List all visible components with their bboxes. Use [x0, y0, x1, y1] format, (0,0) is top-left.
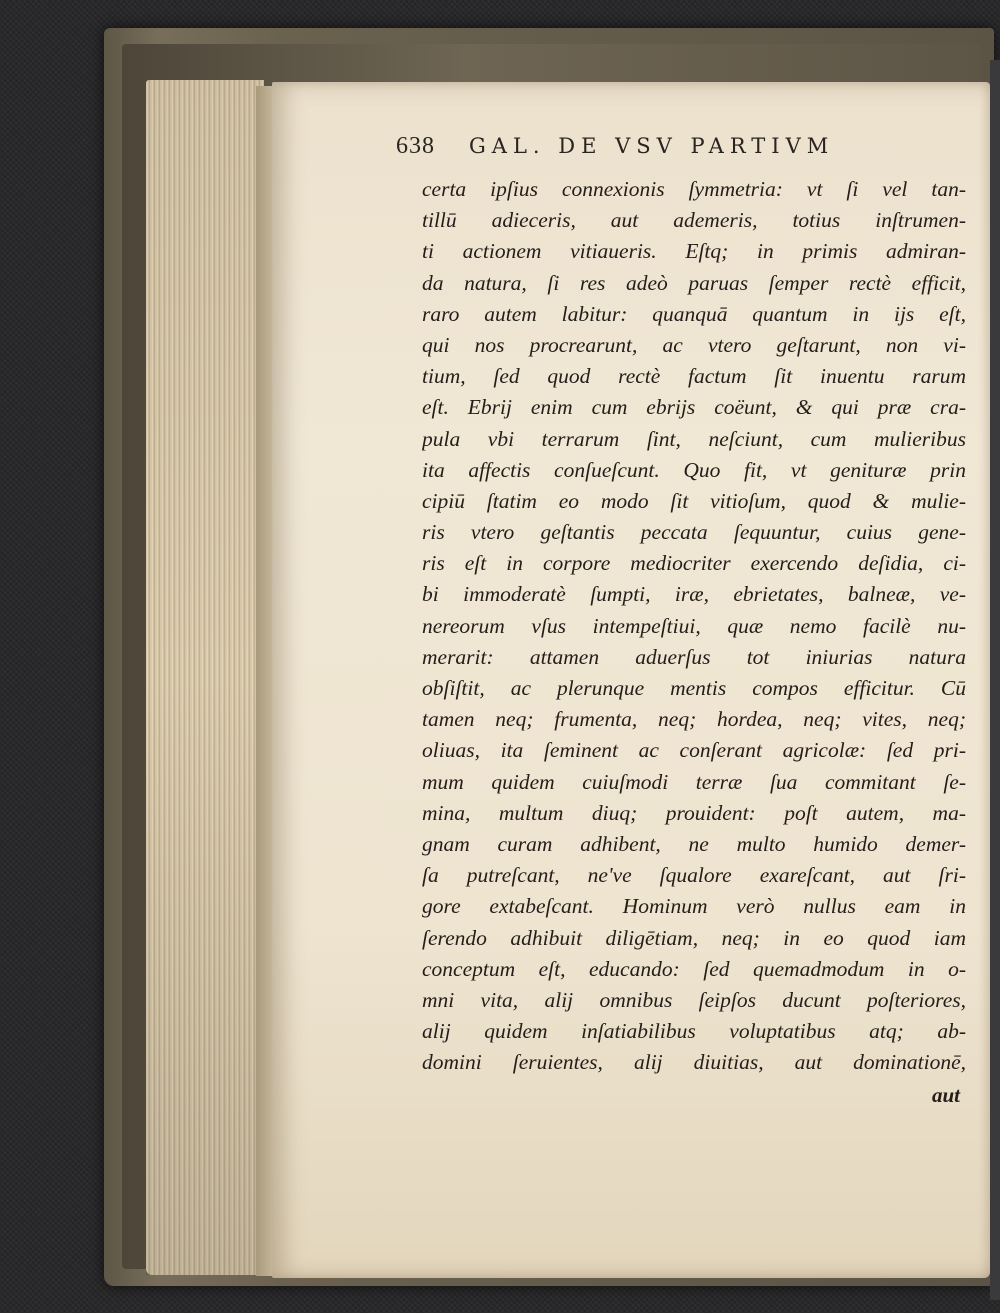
text-line: conceptum eſt, educando: ſed quemadmodum in o-	[422, 956, 966, 981]
text-line: ſerendo adhibuit diligētiam, neq; in eo quod iam	[422, 925, 966, 950]
page-edges-shade	[146, 80, 264, 1275]
text-line: tamen neq; frumenta, neq; hordea, neq; vites, neq;	[422, 707, 966, 732]
text-line: mina, multum diuq; prouident: poſt autem, ma-	[422, 800, 966, 825]
text-line: ris eſt in corpore mediocriter exercendo deſidia, ci-	[422, 551, 966, 576]
text-line: gore extabeſcant. Hominum verò nullus eam in	[422, 894, 966, 919]
text-line: ſa putreſcant, ne've ſqualore exareſcant, aut ſri-	[422, 863, 966, 888]
catchword: aut	[931, 1083, 960, 1107]
text-line: tium, ſed quod rectè factum ſit inuentu rarum	[422, 364, 966, 389]
text-line: raro autem labitur: quanquā quantum in ijs eſt,	[422, 301, 966, 326]
text-line: gnam curam adhibent, ne multo humido demer-	[422, 831, 966, 856]
text-line: ris vtero geſtantis peccata ſequuntur, cuius gene-	[422, 520, 966, 545]
right-background-strip	[990, 60, 1000, 1300]
page-number: 638	[396, 133, 435, 159]
text-line: tillū adieceris, aut ademeris, totius inſtrumen-	[422, 208, 966, 233]
text-line: oliuas, ita ſeminent ac conſerant agricolæ: ſed pri-	[422, 738, 966, 763]
text-line: eſt. Ebrij enim cum ebrijs coëunt, & qui præ cra-	[422, 395, 966, 420]
text-line: alij quidem inſatiabilibus voluptatibus atq; ab-	[422, 1019, 966, 1044]
text-line: bi immoderatè ſumpti, iræ, ebrietates, balneæ, ve-	[422, 582, 966, 607]
body-text	[422, 174, 966, 1078]
text-line: ti actionem vitiaueris. Eſtq; in primis admiran-	[422, 239, 966, 264]
running-title: GAL. DE VSV PARTIVM	[469, 134, 835, 158]
text-line: certa ipſius connexionis ſymmetria: vt ſi vel tan-	[422, 177, 966, 201]
text-line: mni vita, alij omnibus ſeipſos ducunt poſteriores,	[422, 987, 966, 1012]
text-line: obſiſtit, ac plerunque mentis compos efficitur. Cū	[422, 676, 966, 700]
text-line: mum quidem cuiuſmodi terræ ſua commitant ſe-	[422, 769, 966, 794]
text-line: pula vbi terrarum ſint, neſciunt, cum mulieribus	[422, 426, 966, 451]
text-line: merarit: attamen aduerſus tot iniurias natura	[422, 644, 966, 669]
text-line: nereorum vſus intempeſtiui, quæ nemo facilè nu-	[422, 613, 966, 638]
text-line: da natura, ſi res adeò paruas ſemper rectè efficit,	[422, 270, 966, 295]
running-header	[396, 133, 876, 169]
text-line: domini ſeruientes, alij diuitias, aut dominationē,	[422, 1050, 966, 1075]
text-line: cipiū ſtatim eo modo ſit vitioſum, quod & mulie-	[422, 488, 966, 513]
text-line: qui nos procrearunt, ac vtero geſtarunt, non vi-	[422, 332, 966, 357]
text-line: ita affectis conſueſcunt. Quo fit, vt genituræ prin	[422, 457, 966, 482]
